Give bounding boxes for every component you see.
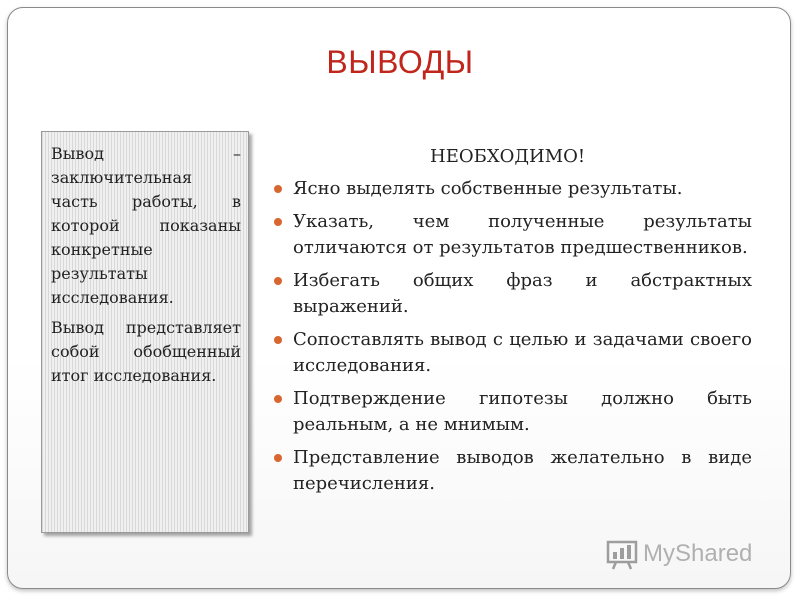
slide-title: ВЫВОДЫ bbox=[326, 44, 474, 80]
chart-logo-icon bbox=[606, 538, 638, 570]
watermark-text: MyShared bbox=[643, 540, 753, 567]
bullet-icon bbox=[274, 218, 282, 226]
definition-box bbox=[41, 131, 249, 533]
requirements-list bbox=[270, 176, 752, 504]
list-item-text: Указать, чем полученные результаты отличаются от результатов предшественников. bbox=[293, 211, 752, 258]
bullet-icon bbox=[274, 185, 282, 193]
definition-paragraph-2: Вывод представляет собой обобщенный итог исследования. bbox=[51, 318, 241, 385]
list-item bbox=[270, 386, 752, 438]
list-item-text: Ясно выделять собственные результаты. bbox=[293, 178, 683, 199]
bullet-icon bbox=[274, 277, 282, 285]
list-item bbox=[270, 268, 752, 320]
list-item bbox=[270, 327, 752, 379]
watermark-logo bbox=[606, 538, 752, 570]
list-item-text: Подтверждение гипотезы должно быть реальным, а не мнимым. bbox=[293, 388, 752, 435]
bullet-icon bbox=[274, 395, 282, 403]
requirements-heading: НЕОБХОДИМО! bbox=[430, 146, 586, 167]
list-item-text: Представление выводов желательно в виде перечисления. bbox=[293, 447, 752, 494]
definition-paragraph-1: Вывод – заключительная часть работы, в которой показаны конкретные результаты исследования. bbox=[51, 144, 241, 307]
list-item-text: Сопоставлять вывод с целью и задачами своего исследования. bbox=[293, 329, 752, 376]
definition-text bbox=[51, 142, 241, 394]
list-item bbox=[270, 176, 752, 202]
bullet-icon bbox=[274, 336, 282, 344]
list-item bbox=[270, 209, 752, 261]
list-item-text: Избегать общих фраз и абстрактных выражений. bbox=[293, 270, 752, 317]
list-item bbox=[270, 445, 752, 497]
bullet-icon bbox=[274, 454, 282, 462]
